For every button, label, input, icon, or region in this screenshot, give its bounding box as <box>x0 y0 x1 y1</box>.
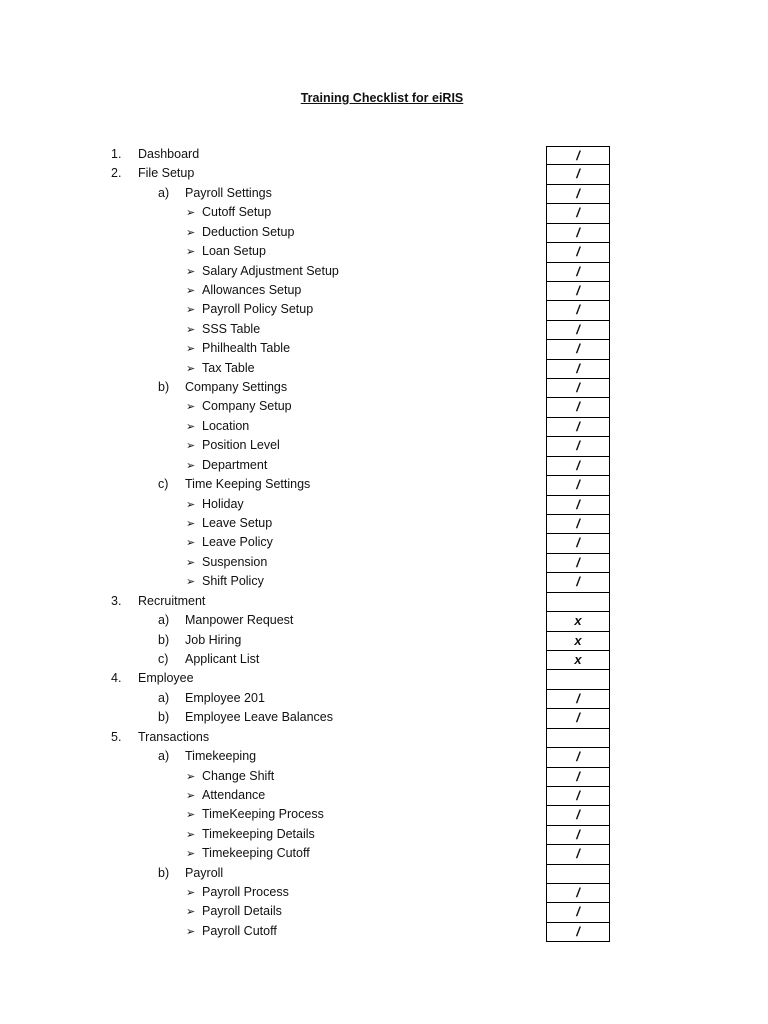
status-box: / <box>546 263 610 282</box>
checklist-row <box>0 690 768 709</box>
item-label: Timekeeping Details <box>202 826 315 841</box>
status-box: / <box>546 224 610 243</box>
checklist-row <box>0 845 768 864</box>
item-number: a) <box>158 749 170 764</box>
arrow-bullet-icon: ➢ <box>186 576 196 589</box>
item-number: b) <box>158 865 170 880</box>
item-number: a) <box>158 690 170 705</box>
item-number: b) <box>158 380 170 395</box>
arrow-bullet-icon: ➢ <box>186 518 196 531</box>
status-box: / <box>546 826 610 845</box>
item-label: Applicant List <box>185 651 260 666</box>
arrow-bullet-icon: ➢ <box>186 906 196 919</box>
checklist-row <box>0 554 768 573</box>
status-box: x <box>546 651 610 670</box>
arrow-bullet-icon: ➢ <box>186 207 196 220</box>
item-label: Allowances Setup <box>202 282 302 297</box>
status-box: / <box>546 418 610 437</box>
status-box: / <box>546 573 610 592</box>
checklist-row <box>0 340 768 359</box>
status-box: / <box>546 340 610 359</box>
status-box: / <box>546 379 610 398</box>
checklist <box>0 146 768 942</box>
item-number: c) <box>158 651 169 666</box>
status-box: / <box>546 301 610 320</box>
item-label: Dashboard <box>138 147 200 161</box>
status-box: / <box>546 515 610 534</box>
arrow-bullet-icon: ➢ <box>186 828 196 841</box>
item-label: Transactions <box>138 729 210 744</box>
checklist-row <box>0 457 768 476</box>
item-label: Shift Policy <box>202 574 264 589</box>
arrow-bullet-icon: ➢ <box>186 401 196 414</box>
arrow-bullet-icon: ➢ <box>186 304 196 317</box>
arrow-bullet-icon: ➢ <box>186 770 196 783</box>
arrow-bullet-icon: ➢ <box>186 537 196 550</box>
item-number: a) <box>158 613 170 628</box>
status-box: x <box>546 612 610 631</box>
item-label: Loan Setup <box>202 244 266 259</box>
status-box: / <box>546 496 610 515</box>
status-box: / <box>546 146 610 165</box>
status-box: / <box>546 437 610 456</box>
checklist-row <box>0 903 768 922</box>
checklist-row <box>0 243 768 262</box>
arrow-bullet-icon: ➢ <box>186 362 196 375</box>
item-label: Department <box>202 457 268 472</box>
item-label: Employee <box>138 671 194 686</box>
document-title: Training Checklist for eiRIS <box>300 91 464 105</box>
arrow-bullet-icon: ➢ <box>186 323 196 336</box>
status-box <box>546 865 610 884</box>
item-number: b) <box>158 710 170 725</box>
item-label: Payroll Settings <box>185 185 272 200</box>
checklist-row <box>0 185 768 204</box>
status-box: / <box>546 709 610 728</box>
item-label: Time Keeping Settings <box>185 477 311 492</box>
checklist-row <box>0 398 768 417</box>
status-box: / <box>546 748 610 767</box>
checklist-row <box>0 826 768 845</box>
checklist-row <box>0 360 768 379</box>
checklist-row <box>0 534 768 553</box>
checklist-row <box>0 865 768 884</box>
item-label: Tax Table <box>202 360 255 375</box>
arrow-bullet-icon: ➢ <box>186 226 196 239</box>
arrow-bullet-icon: ➢ <box>186 925 196 938</box>
checklist-row <box>0 806 768 825</box>
arrow-bullet-icon: ➢ <box>186 809 196 822</box>
status-box: / <box>546 534 610 553</box>
checklist-row <box>0 884 768 903</box>
checklist-row <box>0 515 768 534</box>
status-box: / <box>546 204 610 223</box>
status-box: / <box>546 282 610 301</box>
arrow-bullet-icon: ➢ <box>186 459 196 472</box>
checklist-row <box>0 301 768 320</box>
item-label: SSS Table <box>202 321 261 336</box>
arrow-bullet-icon: ➢ <box>186 848 196 861</box>
checklist-row <box>0 476 768 495</box>
checklist-row <box>0 787 768 806</box>
item-label: Leave Policy <box>202 535 273 550</box>
status-box: / <box>546 845 610 864</box>
item-number: 2. <box>111 166 122 181</box>
checklist-row <box>0 437 768 456</box>
checklist-row <box>0 748 768 767</box>
item-number: a) <box>158 185 170 200</box>
checklist-row <box>0 593 768 612</box>
status-box: / <box>546 903 610 922</box>
status-box: x <box>546 632 610 651</box>
item-label: Change Shift <box>202 768 275 783</box>
status-box <box>546 593 610 612</box>
checklist-row <box>0 321 768 340</box>
arrow-bullet-icon: ➢ <box>186 343 196 356</box>
status-box: / <box>546 768 610 787</box>
item-label: Location <box>202 418 250 433</box>
checklist-row <box>0 263 768 282</box>
status-box: / <box>546 923 610 942</box>
arrow-bullet-icon: ➢ <box>186 246 196 259</box>
arrow-bullet-icon: ➢ <box>186 265 196 278</box>
checklist-row <box>0 496 768 515</box>
item-label: Payroll Process <box>202 885 289 900</box>
status-box: / <box>546 185 610 204</box>
status-box: / <box>546 690 610 709</box>
checklist-row <box>0 670 768 689</box>
checklist-row <box>0 146 768 165</box>
status-box: / <box>546 554 610 573</box>
status-box <box>546 670 610 689</box>
checklist-row <box>0 768 768 787</box>
status-box <box>546 729 610 748</box>
status-box: / <box>546 457 610 476</box>
item-label: Payroll Cutoff <box>202 923 277 938</box>
checklist-row <box>0 632 768 651</box>
item-label: Payroll Details <box>202 904 282 919</box>
status-box: / <box>546 806 610 825</box>
item-label: Timekeeping <box>185 749 257 764</box>
arrow-bullet-icon: ➢ <box>186 556 196 569</box>
status-box: / <box>546 165 610 184</box>
checklist-row <box>0 204 768 223</box>
arrow-bullet-icon: ➢ <box>186 420 196 433</box>
item-label: Philhealth Table <box>202 341 291 356</box>
item-label: Suspension <box>202 554 268 569</box>
checklist-row <box>0 923 768 942</box>
status-box: / <box>546 243 610 262</box>
arrow-bullet-icon: ➢ <box>186 284 196 297</box>
item-label: Cutoff Setup <box>202 205 272 220</box>
checklist-row <box>0 282 768 301</box>
item-label: File Setup <box>138 166 195 181</box>
item-label: Recruitment <box>138 593 206 608</box>
status-box: / <box>546 787 610 806</box>
item-number: 4. <box>111 671 122 686</box>
checklist-row <box>0 379 768 398</box>
arrow-bullet-icon: ➢ <box>186 440 196 453</box>
item-number: 3. <box>111 593 122 608</box>
arrow-bullet-icon: ➢ <box>186 789 196 802</box>
arrow-bullet-icon: ➢ <box>186 887 196 900</box>
item-label: Leave Setup <box>202 516 273 531</box>
status-box: / <box>546 884 610 903</box>
item-label: Deduction Setup <box>202 224 295 239</box>
checklist-row <box>0 573 768 592</box>
item-label: Position Level <box>202 438 280 453</box>
checklist-row <box>0 418 768 437</box>
checklist-row <box>0 729 768 748</box>
status-box: / <box>546 398 610 417</box>
status-box: / <box>546 476 610 495</box>
checklist-row <box>0 612 768 631</box>
item-label: Salary Adjustment Setup <box>202 263 339 278</box>
item-label: Manpower Request <box>185 613 294 628</box>
status-box: / <box>546 360 610 379</box>
item-number: b) <box>158 632 170 647</box>
status-box: / <box>546 321 610 340</box>
item-label: Employee 201 <box>185 690 265 705</box>
item-label: Timekeeping Cutoff <box>202 846 310 861</box>
item-number: 5. <box>111 729 122 744</box>
item-number: 1. <box>111 147 122 161</box>
item-label: Attendance <box>202 787 266 802</box>
item-label: Holiday <box>202 496 244 511</box>
checklist-row <box>0 651 768 670</box>
checklist-row <box>0 709 768 728</box>
item-label: Payroll Policy Setup <box>202 302 314 317</box>
checklist-row <box>0 165 768 184</box>
item-label: TimeKeeping Process <box>202 807 324 822</box>
item-label: Company Setup <box>202 399 292 414</box>
item-label: Company Settings <box>185 380 288 395</box>
item-label: Payroll <box>185 865 224 880</box>
item-number: c) <box>158 477 169 492</box>
item-label: Job Hiring <box>185 632 242 647</box>
checklist-row <box>0 224 768 243</box>
arrow-bullet-icon: ➢ <box>186 498 196 511</box>
item-label: Employee Leave Balances <box>185 710 334 725</box>
